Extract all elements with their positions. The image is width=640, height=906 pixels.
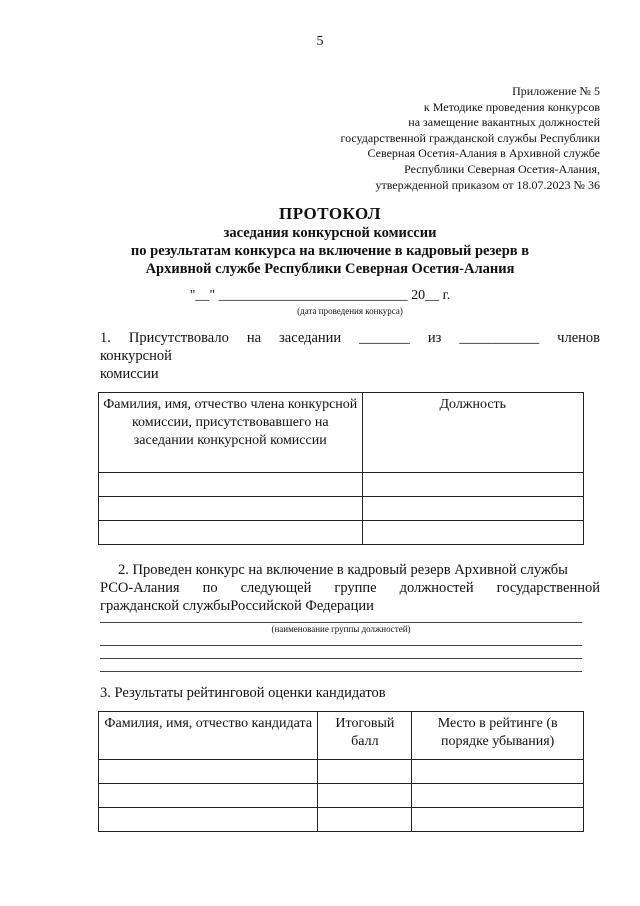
table-cell <box>318 808 412 832</box>
table-cell <box>412 760 584 784</box>
s1-word: ___________ <box>459 330 540 346</box>
table-cell <box>99 497 363 521</box>
page-number: 5 <box>316 34 324 49</box>
s1-word: _______ <box>359 330 410 346</box>
title-line-3: Архивной службе Республики Северная Осетия-Алания <box>145 261 515 277</box>
blank-line <box>100 671 582 672</box>
rating-results-table <box>98 711 584 832</box>
title-line-1: заседания конкурсной комиссии <box>223 225 437 241</box>
date-field: "__" ___________________________ 20__ г. <box>189 288 451 303</box>
col-header-member-name: Фамилия, имя, отчество члена конкурсной комиссии, присутствовавшего на заседании конкурсной комиссии <box>99 393 363 473</box>
col-header-candidate-name: Фамилия, имя, отчество кандидата <box>99 712 318 760</box>
col-header-position: Должность <box>362 393 584 473</box>
table-cell <box>362 497 584 521</box>
appendix-line: Приложение № 5 <box>512 84 600 98</box>
table-row <box>99 497 584 521</box>
table-cell <box>99 760 318 784</box>
table-cell <box>99 808 318 832</box>
section2-line3: гражданской службыРоссийской Федерации <box>100 598 374 614</box>
section2-line1: 2. Проведен конкурс на включение в кадровый резерв Архивной службы <box>118 562 568 578</box>
table-cell <box>318 760 412 784</box>
table-row <box>99 784 584 808</box>
blank-line <box>100 658 582 659</box>
col-header-rating-place: Место в рейтинге (в порядке убывания) <box>412 712 584 760</box>
appendix-line: утвержденной приказом от 18.07.2023 № 36 <box>375 177 600 192</box>
s1-word: заседании <box>279 330 342 346</box>
table-cell <box>362 521 584 545</box>
s1-word: членов <box>557 330 600 346</box>
s1-word: 1. <box>100 330 111 346</box>
s1-word: Присутствовало <box>128 330 229 346</box>
table-row <box>99 808 584 832</box>
title-main: ПРОТОКОЛ <box>278 204 381 223</box>
section2-line2: РСО-Алания по следующей группе должностей государственной <box>100 580 600 596</box>
table-row <box>99 760 584 784</box>
section1-line3: комиссии <box>100 366 159 382</box>
section1-line1 <box>100 329 600 347</box>
appendix-line: государственной гражданской службы Республики <box>340 130 600 145</box>
protocol-title <box>60 204 600 278</box>
table-row <box>99 473 584 497</box>
appendix-line: к Методике проведения конкурсов <box>423 99 600 114</box>
group-name-line <box>100 622 582 623</box>
appendix-line: Северная Осетия-Алания в Архивной службе <box>367 146 600 161</box>
s1-word: на <box>246 330 262 346</box>
table-row <box>99 521 584 545</box>
appendix-header <box>270 84 600 193</box>
table-cell <box>99 473 363 497</box>
table-cell <box>412 808 584 832</box>
table-cell <box>99 784 318 808</box>
title-line-2: по результатам конкурса на включение в кадровый резерв в <box>130 243 530 259</box>
table-cell <box>318 784 412 808</box>
section1-line2: конкурсной <box>100 348 172 364</box>
table-cell <box>362 473 584 497</box>
section3-heading: 3. Результаты рейтинговой оценки кандидатов <box>100 685 386 701</box>
date-caption: (дата проведения конкурса) <box>297 306 403 316</box>
table-cell <box>99 521 363 545</box>
appendix-line: на замещение вакантных должностей <box>408 115 600 130</box>
commission-members-table <box>98 392 584 545</box>
s1-word: из <box>427 330 442 346</box>
blank-line <box>100 645 582 646</box>
appendix-line: Республики Северная Осетия-Алания, <box>404 161 600 176</box>
table-cell <box>412 784 584 808</box>
col-header-final-score: Итоговый балл <box>318 712 412 760</box>
group-name-caption: (наименование группы должностей) <box>271 624 411 634</box>
